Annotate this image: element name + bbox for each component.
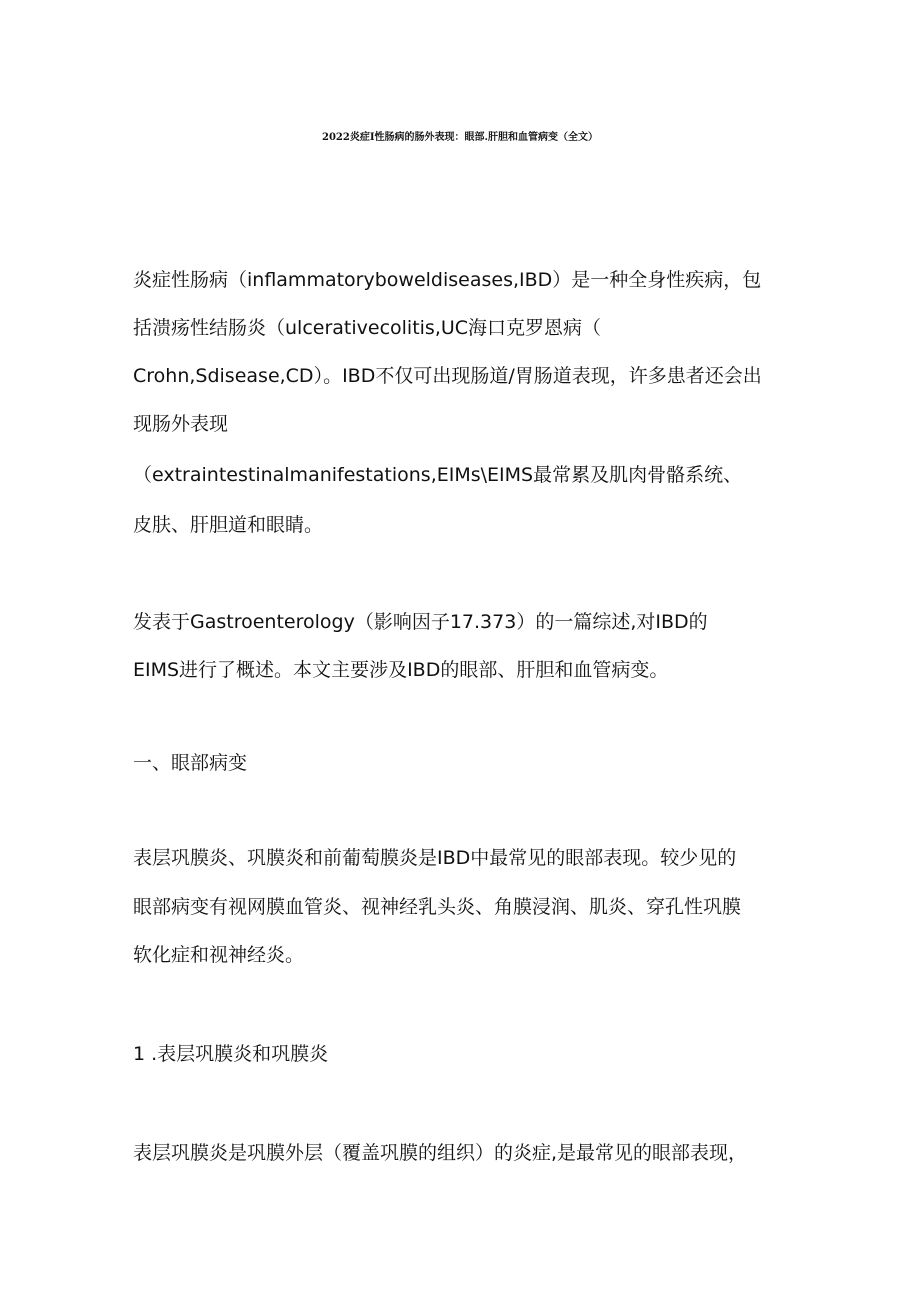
text-line: 括溃疡性结肠炎（ulcerativecolitis,UC海口克罗恩病（ bbox=[133, 317, 602, 339]
page-title: 2022炎症I性肠病的肠外表现：眼部.肝胆和血管病变（全文） bbox=[322, 132, 598, 143]
text-line: 表层巩膜炎是巩膜外层（覆盖巩膜的组织）的炎症,是最常见的眼部表现， bbox=[133, 1142, 748, 1164]
text-line: 皮肤、肝胆道和眼睛。 bbox=[133, 514, 324, 536]
subsection-heading: 1 .表层巩膜炎和巩膜炎 bbox=[133, 1043, 329, 1065]
text-line: 表层巩膜炎、巩膜炎和前葡萄膜炎是IBD中最常见的眼部表现。较少见的 bbox=[133, 847, 737, 869]
text-line: EIMS进行了概述。本文主要涉及IBD的眼部、肝胆和血管病变。 bbox=[133, 659, 669, 681]
text-line: 炎症性肠病（inflammatoryboweldiseases,IBD）是一种全身性疾病，包 bbox=[133, 269, 762, 291]
text-line: （extraintestinalmanifestations,EIMs\EIMS最常累及肌肉骨骼系统、 bbox=[133, 464, 743, 486]
text-line: 眼部病变有视网膜血管炎、视神经乳头炎、角膜浸润、肌炎、穿孔性巩膜 bbox=[133, 896, 742, 918]
text-line: 现肠外表现 bbox=[133, 413, 229, 435]
text-line: 发表于Gastroenterology（影响因子17.373）的一篇综述,对IBD的 bbox=[133, 611, 708, 633]
text-line: 软化症和视神经炎。 bbox=[133, 944, 305, 966]
text-line: Crohn,Sdisease,CD）。IBD不仅可出现肠道/胃肠道表现，许多患者还会出 bbox=[133, 365, 762, 387]
section-heading: 一、眼部病变 bbox=[133, 752, 248, 774]
